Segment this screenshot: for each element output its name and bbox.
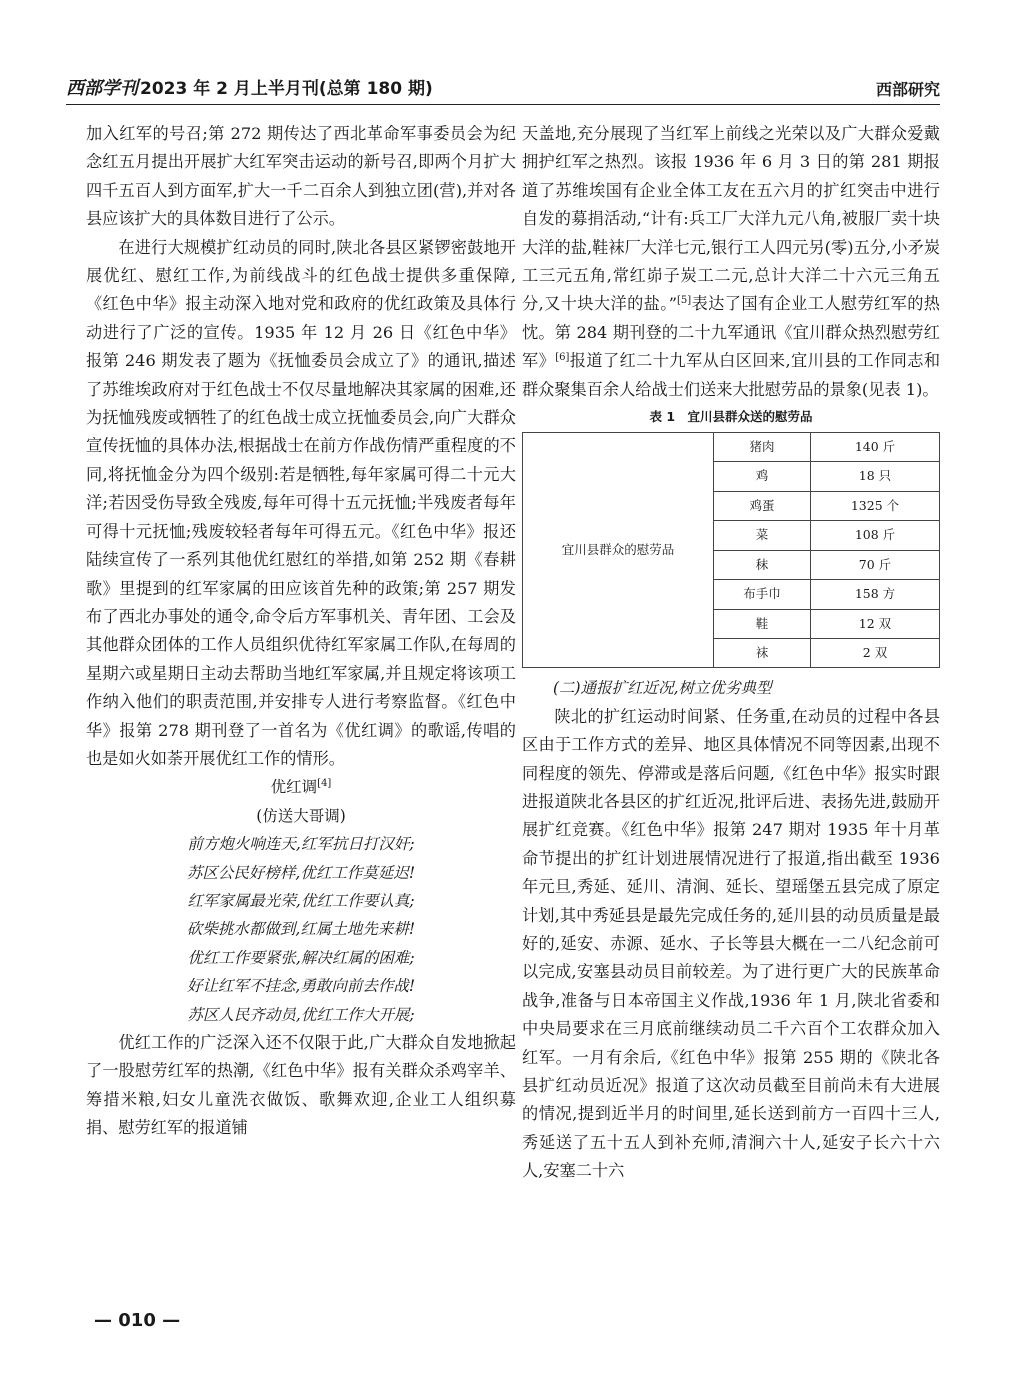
table-cell-qty: 108 斤 [811,521,940,550]
table-group-label: 宜川县群众的慰劳品 [523,433,714,668]
table-cell-item: 鸡 [714,462,811,491]
table-cell-qty: 158 方 [811,580,940,609]
poem-subtitle: (仿送大哥调) [256,806,346,825]
poem-line: 苏区人民齐动员,优红工作大开展; [187,1005,415,1024]
table-cell-item: 菜 [714,521,811,550]
table-cell-qty: 2 双 [811,638,940,667]
table-cell-item: 猪肉 [714,433,811,462]
section-name: 西部研究 [875,80,940,99]
page-number: — 010 — [94,1310,181,1331]
paragraph: 优红工作的广泛深入还不仅限于此,广大群众自发地掀起了一股慰劳红军的热潮,《红色中华》报有关群众杀鸡宰羊、筹措米粮,妇女儿童洗衣做饭、歌舞欢迎,企业工人组织募捐、慰劳红军的报道铺 [86,1033,516,1138]
table-cell-qty: 70 斤 [811,550,940,579]
table-cell-item: 布手巾 [714,580,811,609]
citation: [5] [677,295,692,307]
table-caption: 表 1 宜川县群众送的慰劳品 [649,409,813,425]
right-column [522,120,940,1186]
citation: [4] [317,778,332,790]
table-cell-qty: 12 双 [811,609,940,638]
table-cell-item: 鞋 [714,609,811,638]
poem-line: 苏区公民好榜样,优红工作莫延迟! [186,863,416,882]
poem-title: 优红调[4] [270,778,332,797]
poem-line: 砍柴挑水都做到,红属土地先来耕! [186,920,416,939]
poem-line: 红军家属最光荣,优红工作要认真; [187,891,415,910]
table-cell-item: 秣 [714,550,811,579]
journal-issue [66,74,433,100]
table-cell-item: 袜 [714,638,811,667]
citation: [6] [555,352,570,364]
paragraph: 在进行大规模扩红动员的同时,陕北各县区紧锣密鼓地开展优红、慰红工作,为前线战斗的红色战士提供多重保障,《红色中华》报主动深入地对党和政府的优红政策及具体行动进行了广泛的宣传。1935 年 12 月 26 日《红色中华》报第 246 期发表了题为《抚恤委员会成立了》的通讯,描述了苏维埃政府对于红色战士不仅尽量地解决其家属的困难,还为抚恤残废或牺牲了的红色战士成立抚恤委员会,向广大群众宣传抚恤的具体办法,根据战士在前方作战伤情严重程度的不同,将抚恤金分为四个级别:若是牺牲,每年家属可得二十元大洋;若因受伤导致全残废,每年可得十五元抚恤;半残废者每年可得十元抚恤;残废较轻者每年可得五元。《红色中华》报还陆续宣传了一系列其他优红慰红的举措,如第 252 期《春耕歌》里提到的红军家属的田应该首先种的政策;第 257 期发布了西北办事处的通令,命令后方军事机关、青年团、工会及其他群众团体的工作人员组织优待红军家属工作队,在每周的星期六或星期日主动去帮助当地红军家属,并且规定将该项工作纳入他们的职责范围,并安排专人进行考察监督。《红色中华》报第 278 期刊登了一首名为《优红调》的歌谣,传唱的也是如火如荼开展优红工作的情形。 [86,237,516,768]
left-column [86,120,516,1143]
paragraph: 陕北的扩红运动时间紧、任务重,在动员的过程中各县区由于工作方式的差异、地区具体情况不同等因素,出现不同程度的领先、停滞或是落后问题,《红色中华》报实时跟进报道陕北各县区的扩红近况,批评后进、表扬先进,鼓励开展扩红竞赛。《红色中华》报第 247 期对 1935 年十月革命节提出的扩红计划进展情况进行了报道,指出截至 1936 年元旦,秀延、延川、清涧、延长、望瑶堡五县完成了原定计划,其中秀延县是最先完成任务的,延川县的动员质量是最好的,延安、赤源、延水、子长等县大概在一二八纪念前可以完成,安塞县动员目前较差。为了进行更广大的民族革命战争,准备与日本帝国主义作战,1936 年 1 月,陕北省委和中央局要求在三月底前继续动员二千六百个工农群众加入红军。一月有余后,《红色中华》报第 255 期的《陕北各县扩红动员近况》报道了这次动员截至目前尚未有大进展的情况,提到近半月的时间里,延长送到前方一百四十三人,秀延送了五十五人到补充师,清涧六十人,延安子长六十六人,安塞二十六 [522,706,940,1181]
paragraph: 天盖地,充分展现了当红军上前线之光荣以及广大群众爱戴拥护红军之热烈。该报 1936 年 6 月 3 日的第 281 期报道了苏维埃国有企业全体工友在五六月的扩红突击中进行自发的募捐活动,“计有:兵工厂大洋九元八角,被服厂卖十块大洋的盐,鞋袜厂大洋七元,银行工人四元另(零)五分,小矛炭工三元五角,常红峁子炭工二元,总计大洋二十六元三角五分,又十块大洋的盐。”[5]表达了国有企业工人慰劳红军的热忱。第 284 期刊登的二十九军通讯《宜川群众热烈慰劳红军》[6]报道了红二十九军从白区回来,宜川县的工作同志和群众聚集百余人给战士们送来大批慰劳品的景象(见表 1)。 [522,124,941,399]
section-subheading: (二)通报扩红近况,树立优劣典型 [553,679,772,698]
issue-text: 2023 年 2 月上半月刊(总第 180 期) [140,79,433,99]
header-rule [66,104,940,105]
poem-line: 好让红军不挂念,勇敢向前去作战! [186,977,416,996]
table-cell-qty: 18 只 [811,462,940,491]
table-cell-qty: 140 斤 [811,433,940,462]
gifts-table [522,432,940,668]
running-header [66,70,940,100]
poem-line: 优红工作要紧张,解决红属的困难; [187,948,415,967]
table-cell-qty: 1325 个 [811,491,940,520]
paragraph: 加入红军的号召;第 272 期传达了西北革命军事委员会为纪念红五月提出开展扩大红军突击运动的新号召,即两个月扩大四千五百人到方面军,扩大一千二百余人到独立团(营),并对各县应该扩大的具体数目进行了公示。 [86,124,516,229]
poem [86,773,516,1029]
journal-logo: 西部学刊 [66,78,138,99]
poem-line: 前方炮火响连天,红军抗日打汉奸; [187,835,415,854]
table-cell-item: 鸡蛋 [714,491,811,520]
table-row [523,433,940,462]
